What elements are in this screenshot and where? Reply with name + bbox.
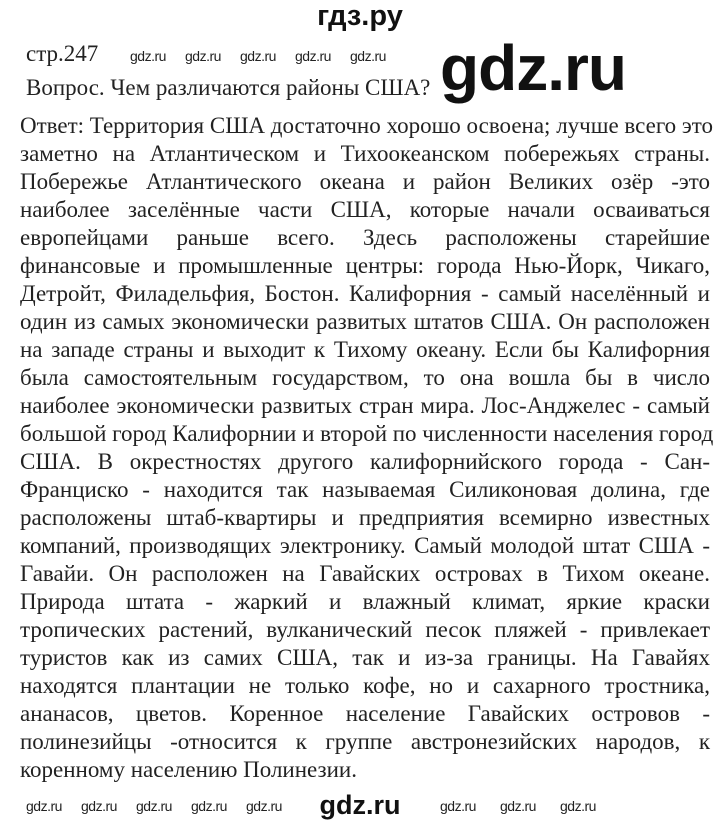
answer-line: Ответ: Территория США достаточно хорошо освоена; лучше всего это <box>20 113 714 138</box>
answer-line: наиболее заселённые части США, которые начали осваиваться <box>20 197 710 222</box>
answer-line: коренному населению Полинезии. <box>20 757 357 782</box>
answer-line: европейцами раньше всего. Здесь расположены старейшие <box>20 225 710 250</box>
question-text: Вопрос. Чем различаются районы США? <box>26 75 431 100</box>
footer-logo: gdz.ru <box>319 790 401 820</box>
answer-line: ананасов, цветов. Коренное население Гавайских островов - <box>20 701 710 726</box>
answer-line: на западе страны и выходит к Тихому океану. Если бы Калифорния <box>20 337 710 362</box>
watermark-small: gdz.ru <box>130 48 166 64</box>
watermark-large: gdz.ru <box>440 32 626 104</box>
watermark-small: gdz.ru <box>81 798 117 814</box>
answer-line: Детройт, Филадельфия, Бостон. Калифорния - самый населённый и <box>20 281 710 306</box>
answer-line: Природа штата - жаркий и влажный климат, яркие краски <box>20 589 710 614</box>
watermark-small: gdz.ru <box>560 798 596 814</box>
answer-line: Гавайи. Он расположен на Гавайских островах в Тихом океане. <box>20 561 710 586</box>
answer-line: один из самых экономически развитых штатов США. Он расположен <box>20 309 710 334</box>
answer-line: тропических растений, вулканический песок пляжей - привлекает <box>20 617 710 642</box>
watermark-small: gdz.ru <box>136 798 172 814</box>
watermark-small: gdz.ru <box>185 48 221 64</box>
answer-line: Франциско - находится так называемая Силиконовая долина, где <box>20 477 710 502</box>
answer-line: была самостоятельным государством, то она вошла бы в число <box>20 365 710 390</box>
watermark-small: gdz.ru <box>440 798 476 814</box>
watermark-small: gdz.ru <box>246 798 282 814</box>
answer-line: компаний, производящих электронику. Самый молодой штат США - <box>20 533 710 558</box>
watermark-small: gdz.ru <box>500 798 536 814</box>
answer-line: большой город Калифорнии и второй по численности населения город <box>20 421 714 446</box>
watermark-small: gdz.ru <box>350 48 386 64</box>
watermark-small: gdz.ru <box>26 798 62 814</box>
answer-line: находятся плантации не только кофе, но и сахарного тростника, <box>20 673 710 698</box>
site-header-logo: гдз.ру <box>317 0 403 32</box>
answer-line: Побережье Атлантического океана и район Великих озёр -это <box>20 169 710 194</box>
answer-line: заметно на Атлантическом и Тихоокеанском побережьях страны. <box>20 141 710 166</box>
watermark-small: gdz.ru <box>191 798 227 814</box>
watermark-small: gdz.ru <box>295 48 331 64</box>
watermark-small: gdz.ru <box>240 48 276 64</box>
answer-line: наиболее экономически развитых стран мира. Лос-Анджелес - самый <box>20 393 710 418</box>
page-reference: стр.247 <box>26 41 99 66</box>
answer-text <box>20 112 714 784</box>
answer-line: расположены штаб-квартиры и предприятия всемирно известных <box>20 505 710 530</box>
answer-line: финансовые и промышленные центры: города Нью-Йорк, Чикаго, <box>20 253 710 278</box>
answer-line: туристов как из самих США, так и из-за границы. На Гавайях <box>20 645 710 670</box>
answer-line: полинезийцы -относится к группе австронезийских народов, к <box>20 729 710 754</box>
answer-line: США. В окрестностях другого калифорнийского города - Сан- <box>20 449 710 474</box>
